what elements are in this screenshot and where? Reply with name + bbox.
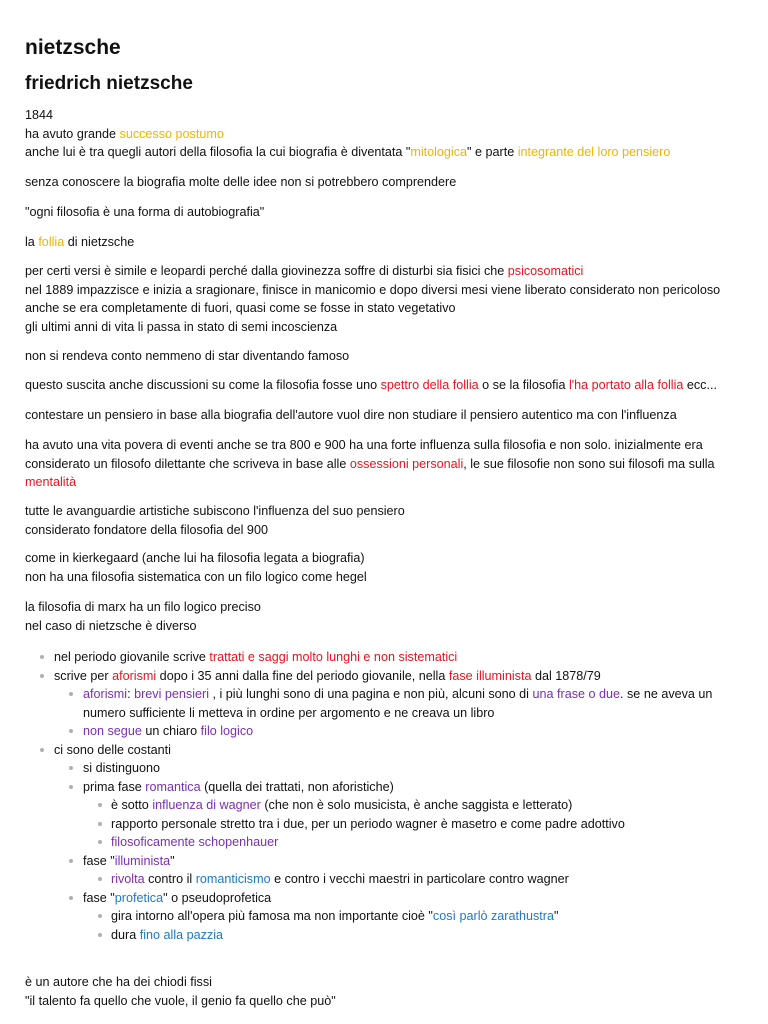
- list-item: si distinguono: [25, 759, 712, 778]
- list-item: prima fase romantica (quella dei trattati, non aforistiche): [25, 778, 712, 797]
- list-item: è sotto influenza di wagner (che non è solo musicista, è anche saggista e letterato): [25, 796, 712, 815]
- list-item: aforismi: brevi pensieri , i più lunghi sono di una pagina e non più, alcuni sono di una frase o due. se ne aveva un numero sufficiente li metteva in ordine per argomento e ne creava un libro: [25, 685, 712, 722]
- sub-list: [25, 907, 712, 944]
- text-line: per certi versi è simile e leopardi perché dalla giovinezza soffre di disturbi sia fisici che psicosomatici: [25, 264, 584, 278]
- text-line: considerato fondatore della filosofia del 900: [25, 522, 268, 537]
- text-line: come in kierkegaard (anche lui ha filosofia legata a biografia): [25, 551, 365, 565]
- list-item: gira intorno all'opera più famosa ma non importante cioè "così parlò zarathustra": [25, 907, 712, 926]
- paragraph: [25, 973, 336, 1010]
- highlight-purple: influenza di wagner: [152, 798, 261, 812]
- sub-list: [25, 759, 712, 944]
- paragraph: senza conoscere la biografia molte delle idee non si potrebbero comprendere: [25, 175, 457, 189]
- list-item: fase "illuminista": [25, 852, 712, 871]
- highlight-purple: romantica: [145, 779, 201, 794]
- list-item: rivolta contro il romanticismo e contro i vecchi maestri in particolare contro wagner: [25, 870, 712, 889]
- text-line: ha avuto grande successo postumo: [25, 126, 224, 141]
- text-line: gli ultimi anni di vita li passa in stato di semi incoscienza: [25, 319, 338, 334]
- text-line: considerato un filosofo dilettante che scriveva in base alle ossessioni personali, le sue filosofie non sono sui filosofi ma sulla: [25, 456, 715, 471]
- text-line: anche se era completamente di fuori, quasi come se fosse in stato vegetativo: [25, 301, 456, 315]
- highlight-purple: filo logico: [200, 724, 254, 738]
- sub-list: [25, 870, 712, 889]
- highlight-red: trattati e saggi molto lunghi e non sistematici: [209, 650, 458, 664]
- sub-list: [25, 685, 712, 741]
- highlight-yellow: follia: [38, 235, 65, 249]
- text-line: ha avuto una vita povera di eventi anche se tra 800 e 900 ha una forte influenza sulla filosofia e non solo. inizialmente era: [25, 438, 703, 452]
- page-subtitle: friedrich nietzsche: [25, 73, 193, 94]
- paragraph: [25, 549, 367, 586]
- highlight-blue: fino alla pazzia: [139, 927, 224, 942]
- page-title: nietzsche: [25, 36, 121, 59]
- bullet-list: [25, 648, 712, 944]
- text-line: "il talento fa quello che vuole, il genio fa quello che può": [25, 993, 336, 1008]
- highlight-red: ossessioni personali: [349, 456, 464, 471]
- list-item: dura fino alla pazzia: [25, 926, 712, 945]
- list-item: ci sono delle costanti: [25, 741, 712, 760]
- list-item: non segue un chiaro filo logico: [25, 722, 712, 741]
- highlight-yellow: integrante del loro pensiero: [517, 145, 671, 159]
- paragraph: non si rendeva conto nemmeno di star diventando famoso: [25, 349, 350, 363]
- highlight-red: psicosomatici: [507, 264, 584, 278]
- list-item: rapporto personale stretto tra i due, per un periodo wagner è masetro e come padre adottivo: [25, 815, 712, 834]
- sub-list: [25, 796, 712, 852]
- highlight-red: spettro della follia: [380, 378, 479, 392]
- paragraph-intro: [25, 106, 670, 162]
- highlight-purple: una frase o due: [532, 687, 621, 701]
- paragraph: contestare un pensiero in base alla biografia dell'autore vuol dire non studiare il pensiero autentico ma con l'influenza: [25, 408, 677, 422]
- paragraph-quote: "ogni filosofia è una forma di autobiografia": [25, 205, 265, 219]
- highlight-purple: brevi pensieri: [134, 687, 209, 701]
- list-item: fase "profetica" o pseudoprofetica: [25, 889, 712, 908]
- birth-year: 1844: [25, 108, 54, 122]
- text-line: la filosofia di marx ha un filo logico preciso: [25, 600, 261, 614]
- highlight-yellow: mitologica: [410, 145, 468, 159]
- text-line: non ha una filosofia sistematica con un filo logico come hegel: [25, 569, 367, 584]
- paragraph: [25, 502, 405, 539]
- highlight-blue: romanticismo: [195, 872, 271, 886]
- paragraph: [25, 262, 720, 336]
- text-line: è un autore che ha dei chiodi fissi: [25, 975, 212, 989]
- text-line: nel 1889 impazzisce e inizia a sragionare, finisce in manicomio e dopo diversi mesi viene liberato considerato non pericoloso: [25, 282, 721, 297]
- highlight-blue: profetica: [114, 890, 164, 905]
- text-line: anche lui è tra quegli autori della filosofia la cui biografia è diventata "mitologica" e parte integrante del loro pensiero: [25, 145, 671, 159]
- highlight-purple: non segue: [83, 724, 142, 738]
- highlight-red: l'ha portato alla follia: [568, 378, 684, 392]
- highlight-red: fase illuminista: [448, 668, 532, 683]
- highlight-purple: aforismi: [83, 687, 128, 701]
- highlight-red: mentalità: [25, 475, 77, 489]
- highlight-red: aforismi: [112, 668, 157, 683]
- text-line: tutte le avanguardie artistiche subiscono l'influenza del suo pensiero: [25, 504, 405, 518]
- list-item: scrive per aforismi dopo i 35 anni dalla fine del periodo giovanile, nella fase illuminista dal 1878/79: [25, 667, 712, 686]
- text-line: nel caso di nietzsche è diverso: [25, 618, 197, 633]
- paragraph: la follia di nietzsche: [25, 235, 135, 249]
- list-item: nel periodo giovanile scrive trattati e saggi molto lunghi e non sistematici: [25, 648, 712, 667]
- paragraph: [25, 598, 261, 635]
- paragraph: questo suscita anche discussioni su come la filosofia fosse uno spettro della follia o se la filosofia l'ha portato alla follia ecc...: [25, 378, 717, 392]
- list-item: filosoficamente schopenhauer: [25, 833, 712, 852]
- paragraph: [25, 436, 715, 492]
- highlight-yellow: successo postumo: [119, 126, 224, 141]
- highlight-blue: così parlò zarathustra: [432, 909, 555, 923]
- highlight-purple: rivolta: [111, 872, 145, 886]
- highlight-purple: illuminista: [114, 853, 171, 868]
